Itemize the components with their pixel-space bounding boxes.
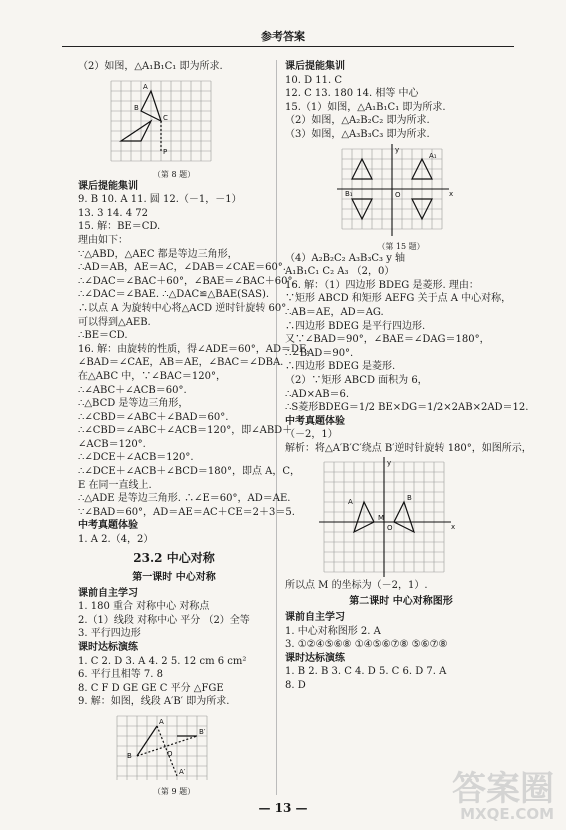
section-heading: 课后提能集训 bbox=[78, 180, 138, 192]
origin-label: O bbox=[395, 190, 401, 199]
answer-line: （2）如图，△A₂B₂C₂ 即为所求. bbox=[285, 115, 430, 127]
answer-line: ∴∠BAD＝90°. bbox=[285, 347, 354, 359]
figure-8 bbox=[106, 76, 236, 168]
page-header: 参考答案 bbox=[261, 30, 305, 43]
answer-line: 6. 平行且相等 7. 8 bbox=[78, 669, 163, 681]
answer-line: 16. 解：（1）四边形 BDEG 是菱形. 理由： bbox=[285, 279, 479, 291]
label-a1: A₁ bbox=[429, 151, 437, 160]
label-a: A bbox=[159, 717, 164, 726]
section-heading: 课后提能集训 bbox=[285, 61, 345, 72]
answer-line: ∴∠DAC＝∠BAE. ∴△DAC≌△BAE(SAS). bbox=[78, 289, 270, 301]
answer-line: 1. C 2. D 3. A 4. 2 5. 12 cm 6 cm² bbox=[78, 655, 247, 667]
axis-x-label: x bbox=[451, 523, 456, 532]
answer-line: 9. B 10. A 11. 圆 12.（－1，－1） bbox=[78, 194, 242, 206]
watermark-main: 答案圈 bbox=[452, 769, 554, 809]
answer-line: （－2，1） bbox=[285, 429, 338, 441]
label-m: M bbox=[378, 514, 385, 523]
answer-line: （2）如图，△A₁B₁C₁ 即为所求. bbox=[78, 61, 223, 72]
answer-line: 2.（1）线段 对称中心 平分 （2）全等 bbox=[78, 614, 250, 626]
origin-label: O bbox=[387, 524, 393, 533]
axis-x-label: x bbox=[449, 189, 454, 198]
answer-line: 所以点 M 的坐标为（－2，1）. bbox=[285, 580, 428, 592]
answer-line: 可以得到△AEB. bbox=[78, 316, 151, 328]
figure-caption: （第 9 题） bbox=[152, 786, 196, 796]
answer-line: （3）如图，△A₃B₃C₃ 即为所求. bbox=[285, 128, 430, 140]
answer-line: 在△ABC 中，∵∠BAC＝120°， bbox=[78, 370, 226, 382]
answer-line: ∴∠CBD＝∠ABC＋∠ACB＝120°，即∠ABD＋ bbox=[78, 425, 293, 437]
answer-line: ∴AB＝AE，AD＝AG. bbox=[285, 306, 384, 318]
label-o: O bbox=[167, 749, 173, 758]
answer-line: 13. 3 14. 4 72 bbox=[78, 207, 148, 219]
answer-line: 1. 180 重合 对称中心 对称点 bbox=[78, 601, 210, 613]
answer-line: 理由如下： bbox=[78, 234, 128, 246]
answer-line: ∴S菱形BDEG＝1/2 BE×DG＝1/2×2AB×2AD＝12. bbox=[285, 402, 529, 414]
answer-line: ∴△BCD 是等边三角形， bbox=[78, 398, 189, 410]
answer-line: （4）A₂B₂C₂ A₃B₃C₃ y 轴 bbox=[285, 252, 406, 264]
answer-line: 8. C F D GE GE C 平分 △FGE bbox=[78, 682, 224, 694]
answer-line: 1. 中心对称图形 2. A bbox=[285, 625, 381, 637]
answer-line: ∴△ADE 是等边三角形. ∴∠E＝60°，AD＝AE. bbox=[78, 493, 291, 505]
section-heading: 课时达标演练 bbox=[285, 652, 345, 664]
answer-line: ∴以点 A 为旋转中心将△ACD 逆时针旋转 60° bbox=[78, 302, 287, 314]
answer-line: 3. 平行四边形 bbox=[78, 628, 141, 640]
section-heading: 课前自主学习 bbox=[285, 612, 345, 624]
label-b: B bbox=[407, 494, 412, 503]
section-heading: 课前自主学习 bbox=[78, 587, 138, 599]
answer-line: ∴AD×AB＝6. bbox=[285, 388, 350, 400]
axis-y-label: y bbox=[395, 145, 400, 154]
label-a-prime: A′ bbox=[179, 767, 186, 776]
figure-caption: （第 15 题） bbox=[377, 241, 425, 251]
answer-line: 9. 解：如图，线段 A′B′ 即为所求. bbox=[78, 696, 230, 708]
label-c: C bbox=[163, 113, 168, 122]
answer-line: 8. D bbox=[285, 680, 306, 692]
answer-line: A₁B₁C₁ C₂ A₃ （2，0） bbox=[285, 266, 395, 278]
answer-line: ∴∠ABC＋∠ACB＝60°. bbox=[78, 384, 187, 396]
section-title: 23.2 中心对称 bbox=[133, 550, 215, 565]
section-heading: 中考真题体验 bbox=[285, 415, 345, 427]
label-a: A bbox=[143, 82, 148, 91]
lesson-title: 第一课时 中心对称 bbox=[132, 571, 216, 583]
answer-line: ∴AD＝AB，AE＝AC，∠DAB＝∠CAE＝60°. bbox=[78, 262, 286, 274]
answer-line: 3. ①②④⑤⑥⑧ ①④⑤⑥⑦⑧ ⑤⑥⑦⑧ bbox=[285, 639, 448, 651]
answer-line: ∵△ABD，△AEC 都是等边三角形， bbox=[78, 248, 238, 260]
right-column bbox=[285, 60, 532, 693]
answer-line: ∴四边形 BDEG 是平行四边形. bbox=[285, 320, 426, 332]
header-rule bbox=[62, 46, 514, 47]
answer-line: ∴BE＝CD. bbox=[78, 330, 128, 342]
answer-line: ∴∠DCE＋∠ACB＝120°. bbox=[78, 452, 194, 464]
section-heading: 课时达标演练 bbox=[78, 642, 138, 653]
label-b: B bbox=[127, 751, 132, 760]
label-b: B bbox=[134, 103, 139, 112]
answer-line: ∴∠DAC＝∠BAC＋60°，∠BAE＝∠BAC＋60°. bbox=[78, 275, 296, 287]
label-a: A bbox=[348, 498, 353, 507]
answer-line: （2）∵矩形 ABCD 面积为 6， bbox=[285, 374, 428, 386]
label-p: P bbox=[163, 147, 168, 156]
lesson-title: 第二课时 中心对称图形 bbox=[349, 596, 453, 608]
answer-line: 15. 解：BE＝CD. bbox=[78, 221, 161, 233]
figure-9 bbox=[112, 711, 232, 785]
answer-line: E 在同一直线上. bbox=[78, 479, 152, 491]
label-b1: B₁ bbox=[345, 189, 353, 198]
axis-y-label: y bbox=[387, 459, 392, 468]
answer-line: ∵∠BAD＝60°，AD＝AE＝AC＋CE＝2＋3＝5. bbox=[78, 506, 295, 518]
answer-line: ∠BAD＝∠CAE，AB＝AE，∠BAC＝∠DBA. bbox=[78, 357, 284, 369]
answer-line: 解析：将△A′B′C′绕点 B′逆时针旋转 180°，如图所示， bbox=[285, 442, 532, 454]
answer-line: 1. A 2.（4，2） bbox=[78, 534, 154, 546]
answer-line: 12. C 13. 180 14. 相等 中心 bbox=[285, 88, 419, 100]
section-heading: 中考真题体验 bbox=[78, 520, 138, 532]
answer-line: ∴四边形 BDEG 是菱形. bbox=[285, 361, 396, 373]
answer-line: 又∵∠BAD＝90°，∠BAE＝∠DAG＝180°， bbox=[285, 334, 490, 346]
figure-15 bbox=[337, 144, 467, 240]
answer-line: 15.（1）如图，△A₁B₁C₁ 即为所求. bbox=[285, 101, 446, 113]
answer-line: ∴∠DCE＋∠ACB＋∠BCD＝180°，即点 A，C， bbox=[78, 466, 301, 478]
exam-figure bbox=[319, 457, 459, 577]
figure-caption: （第 8 题） bbox=[152, 169, 196, 179]
answer-line: ∵矩形 ABCD 和矩形 AEFG 关于点 A 中心对称， bbox=[285, 293, 512, 305]
watermark-logo bbox=[452, 769, 554, 823]
page-number: — 13 — bbox=[258, 801, 308, 815]
answer-line: ∴∠CBD＝∠ABC＋∠BAD＝60°. bbox=[78, 411, 229, 423]
answer-line: 16. 解：由旋转的性质，得∠ADE＝60°，AD＝DE， bbox=[78, 343, 317, 355]
answer-line: ∠ACB＝120°. bbox=[78, 438, 146, 450]
answer-line: 10. D 11. C bbox=[285, 74, 343, 86]
answer-line: 1. B 2. B 3. C 4. D 5. C 6. D 7. A bbox=[285, 666, 447, 678]
watermark-url: MXQE.COM bbox=[460, 805, 554, 823]
label-b-prime: B′ bbox=[199, 727, 206, 736]
